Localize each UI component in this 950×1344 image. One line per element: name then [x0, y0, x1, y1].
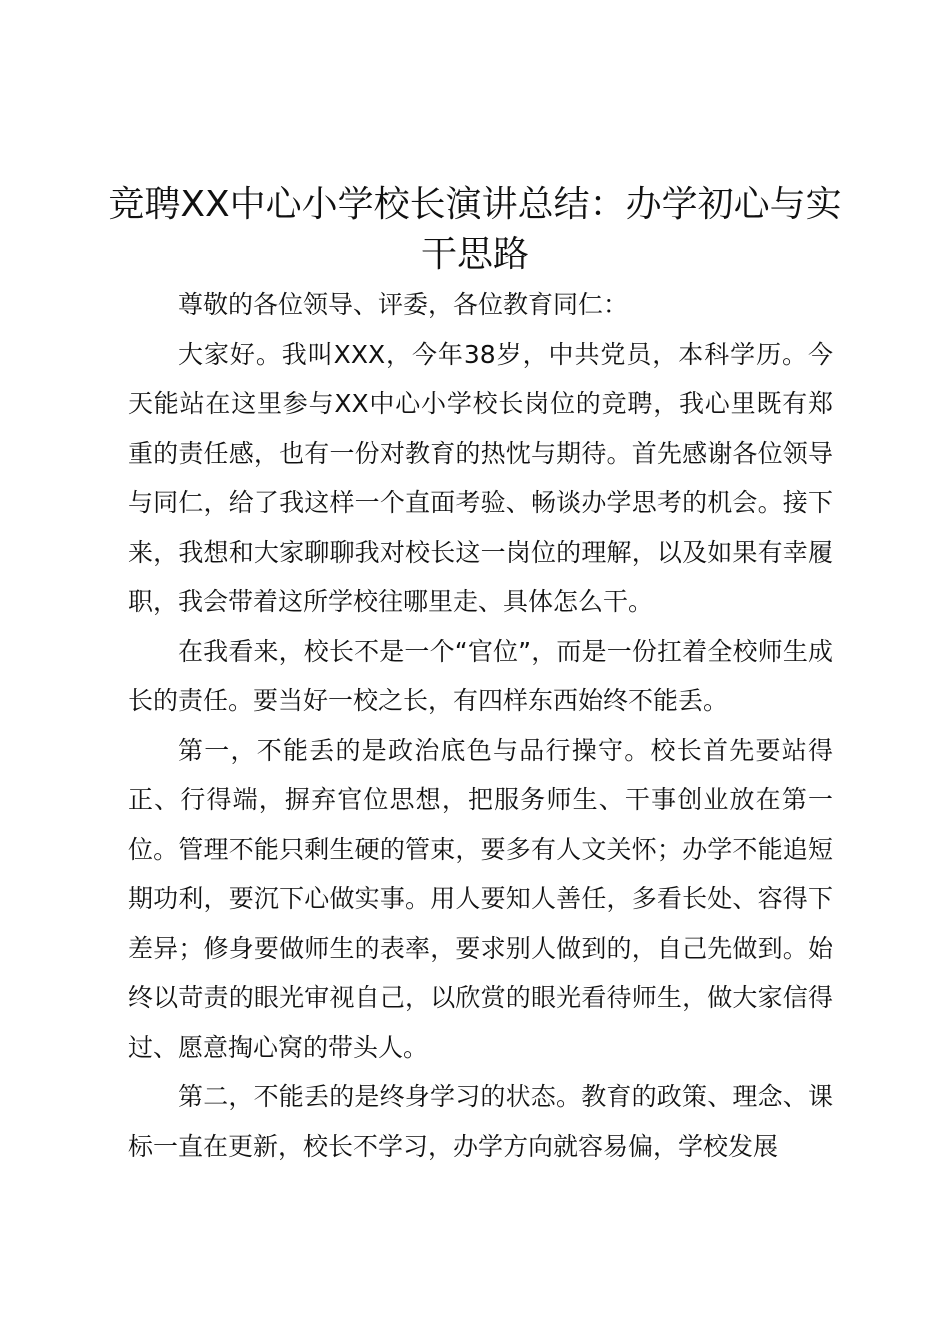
salutation-paragraph: 尊敬的各位领导、评委，各位教育同仁： — [178, 290, 629, 319]
document-title: 竞聘XX中心小学校长演讲总结：办学初心与实干思路 — [108, 184, 842, 275]
first-point-paragraph: 第一，不能丢的是政治底色与品行操守。校长首先要站得正、行得端，摒弃官位思想，把服务师生、干事创业放在第一位。管理不能只剩生硬的管束，要多有人文关怀；办学不能追短期功利，要沉下心做实事。用人要知人善任，多看长处、容得下差异；修身要做师生的表率，要求别人做到的，自己先做到。始终以苛责的眼光审视自己，以欣赏的眼光看待师生，做大家信得过、愿意掏心窝的带头人。 — [128, 735, 833, 1062]
second-point-paragraph: 第二，不能丢的是终身学习的状态。教育的政策、理念、课标一直在更新，校长不学习，办学方向就容易偏，学校发展 — [128, 1082, 833, 1161]
role-understanding-paragraph: 在我看来，校长不是一个“官位”，而是一份扛着全校师生成长的责任。要当好一校之长，有四样东西始终不能丢。 — [128, 636, 833, 715]
document-body — [128, 280, 833, 1171]
introduction-paragraph: 大家好。我叫XXX，今年38岁，中共党员，本科学历。今天能站在这里参与XX中心小学校长岗位的竞聘，我心里既有郑重的责任感，也有一份对教育的热忱与期待。首先感谢各位领导与同仁，给了我这样一个直面考验、畅谈办学思考的机会。接下来，我想和大家聊聊我对校长这一岗位的理解，以及如果有幸履职，我会带着这所学校往哪里走、具体怎么干。 — [128, 339, 833, 616]
